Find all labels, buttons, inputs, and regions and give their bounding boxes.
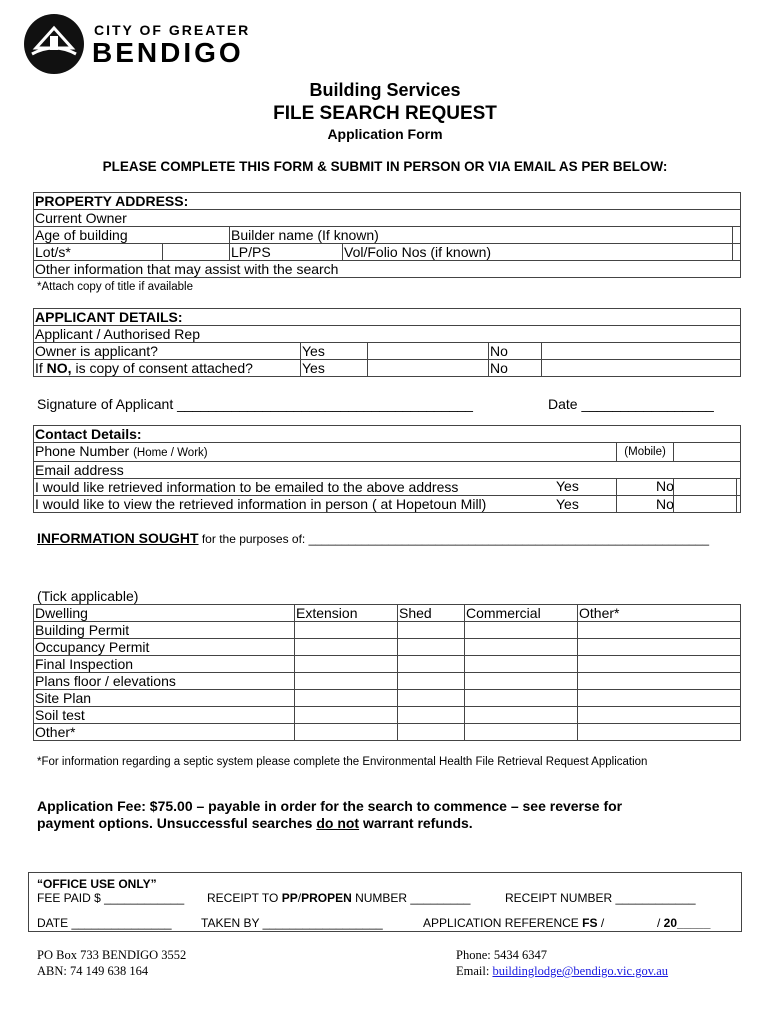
footer-email-link[interactable]: buildinglodge@bendigo.vic.gov.au bbox=[492, 964, 669, 978]
inperson-yes-text: Yes bbox=[556, 496, 579, 512]
info-cell[interactable] bbox=[578, 690, 741, 707]
year-field[interactable]: / 20_____ bbox=[657, 916, 711, 930]
app-reference-field[interactable]: APPLICATION REFERENCE FS / bbox=[423, 916, 605, 930]
info-col-header: Shed bbox=[398, 605, 465, 622]
inperson-no-box[interactable] bbox=[737, 496, 741, 513]
lpps-label: LP/PS bbox=[230, 244, 343, 261]
info-col-header: Commercial bbox=[465, 605, 578, 622]
date-line[interactable]: Date _________________ bbox=[548, 396, 714, 412]
consent-no-label: No bbox=[489, 360, 542, 377]
bendigo-logo-icon bbox=[24, 14, 84, 74]
lots-field[interactable] bbox=[163, 244, 230, 261]
info-cell[interactable] bbox=[465, 690, 578, 707]
info-cell[interactable] bbox=[465, 639, 578, 656]
info-col-header: Extension bbox=[295, 605, 398, 622]
info-cell[interactable] bbox=[465, 724, 578, 741]
info-cell[interactable] bbox=[578, 673, 741, 690]
volfolio-label: Vol/Folio Nos (if known) bbox=[343, 244, 733, 261]
owner-applicant-label: Owner is applicant? bbox=[34, 343, 301, 360]
owner-yes-label: Yes bbox=[301, 343, 368, 360]
info-cell[interactable] bbox=[398, 707, 465, 724]
inperson-option-label: I would like to view the retrieved information in person ( at Hopetoun Mill) bbox=[34, 496, 617, 513]
consent-yes-label: Yes bbox=[301, 360, 368, 377]
info-cell[interactable] bbox=[398, 639, 465, 656]
inperson-no-label bbox=[674, 496, 737, 513]
info-cell[interactable] bbox=[295, 707, 398, 724]
property-heading: PROPERTY ADDRESS: bbox=[34, 193, 741, 210]
info-table bbox=[33, 604, 741, 741]
info-sought-heading: INFORMATION SOUGHT bbox=[37, 530, 199, 546]
info-cell[interactable] bbox=[578, 656, 741, 673]
info-cell[interactable] bbox=[398, 622, 465, 639]
office-date-field[interactable]: DATE _______________ bbox=[37, 916, 172, 930]
footer-abn: ABN: 74 149 638 164 bbox=[37, 964, 149, 978]
info-cell[interactable] bbox=[465, 622, 578, 639]
info-cell[interactable] bbox=[578, 724, 741, 741]
receipt-number-field[interactable]: RECEIPT NUMBER ____________ bbox=[505, 891, 696, 905]
inperson-no-text: No bbox=[656, 496, 674, 512]
info-cell[interactable] bbox=[578, 622, 741, 639]
title-file-search: FILE SEARCH REQUEST bbox=[273, 103, 497, 124]
owner-yes-box[interactable] bbox=[368, 343, 489, 360]
mobile-field[interactable] bbox=[674, 443, 741, 462]
info-row-label: Site Plan bbox=[34, 690, 295, 707]
info-purpose-line[interactable]: for the purposes of: ____________________________________________________________ bbox=[198, 532, 710, 546]
info-sought-line bbox=[37, 530, 709, 546]
consent-yes-box[interactable] bbox=[368, 360, 489, 377]
info-cell[interactable] bbox=[295, 690, 398, 707]
volfolio-field[interactable] bbox=[733, 244, 741, 261]
applicant-rep-field[interactable]: Applicant / Authorised Rep bbox=[34, 326, 741, 343]
office-use-title: “OFFICE USE ONLY” bbox=[37, 877, 157, 891]
title-application-form: Application Form bbox=[327, 126, 443, 142]
info-row-label: Dwelling bbox=[34, 605, 295, 622]
emailed-no-box[interactable] bbox=[737, 479, 741, 496]
property-table bbox=[33, 192, 741, 278]
owner-no-box[interactable] bbox=[542, 343, 741, 360]
info-cell[interactable] bbox=[295, 724, 398, 741]
fee-line-2: payment options. Unsuccessful searches do not warrant refunds. bbox=[37, 815, 473, 831]
info-cell[interactable] bbox=[398, 673, 465, 690]
taken-by-field[interactable]: TAKEN BY __________________ bbox=[201, 916, 383, 930]
info-row-label: Occupancy Permit bbox=[34, 639, 295, 656]
age-of-building-field[interactable]: Age of building bbox=[34, 227, 230, 244]
info-row-label: Soil test bbox=[34, 707, 295, 724]
footer-po-box: PO Box 733 BENDIGO 3552 bbox=[37, 948, 187, 962]
info-cell[interactable] bbox=[295, 656, 398, 673]
phone-label[interactable]: Phone Number (Home / Work) bbox=[34, 443, 617, 462]
logo-text-top: CITY OF GREATER bbox=[94, 22, 251, 38]
attach-title-note: *Attach copy of title if available bbox=[37, 281, 193, 293]
footer-email-line: Email: buildinglodge@bendigo.vic.gov.au bbox=[456, 964, 669, 978]
contact-heading: Contact Details: bbox=[34, 426, 741, 443]
consent-no-box[interactable] bbox=[542, 360, 741, 377]
emailed-option-label: I would like retrieved information to be emailed to the above address bbox=[34, 479, 617, 496]
title-building-services: Building Services bbox=[309, 80, 461, 100]
info-cell[interactable] bbox=[578, 707, 741, 724]
owner-no-label: No bbox=[489, 343, 542, 360]
info-cell[interactable] bbox=[398, 690, 465, 707]
fee-line-1: Application Fee: $75.00 – payable in order for the search to commence – see reverse for bbox=[37, 798, 623, 814]
info-row-label: Building Permit bbox=[34, 622, 295, 639]
info-cell[interactable] bbox=[465, 656, 578, 673]
lots-label: Lot/s* bbox=[34, 244, 163, 261]
applicant-heading: APPLICANT DETAILS: bbox=[34, 309, 741, 326]
footer-phone: Phone: 5434 6347 bbox=[456, 948, 547, 962]
tick-applicable-label: (Tick applicable) bbox=[37, 588, 139, 604]
receipt-to-field[interactable]: RECEIPT TO PP/PROPEN NUMBER _________ bbox=[207, 891, 471, 905]
emailed-no-text: No bbox=[656, 478, 674, 494]
septic-note: *For information regarding a septic system please complete the Environmental Health File Retrieval Request Application bbox=[37, 756, 648, 768]
builder-name-label: Builder name (If known) bbox=[230, 227, 733, 244]
info-cell[interactable] bbox=[465, 707, 578, 724]
info-cell[interactable] bbox=[295, 622, 398, 639]
info-cell[interactable] bbox=[578, 639, 741, 656]
emailed-yes-text: Yes bbox=[556, 478, 579, 494]
info-cell[interactable] bbox=[465, 673, 578, 690]
signature-line[interactable]: Signature of Applicant ______________________________________ bbox=[37, 396, 473, 412]
contact-table bbox=[33, 425, 741, 513]
current-owner-field[interactable]: Current Owner bbox=[34, 210, 741, 227]
applicant-table bbox=[33, 308, 741, 377]
email-address-field[interactable]: Email address bbox=[34, 462, 741, 479]
info-row-label: Other* bbox=[34, 724, 295, 741]
consent-label: If NO, is copy of consent attached? bbox=[34, 360, 301, 377]
mobile-label: (Mobile) bbox=[616, 443, 673, 462]
info-cell[interactable] bbox=[295, 639, 398, 656]
logo-text-main: BENDIGO bbox=[92, 37, 244, 68]
info-row-label: Final Inspection bbox=[34, 656, 295, 673]
builder-name-field[interactable] bbox=[733, 227, 741, 244]
info-row-label: Plans floor / elevations bbox=[34, 673, 295, 690]
instruction-text: PLEASE COMPLETE THIS FORM & SUBMIT IN PERSON OR VIA EMAIL AS PER BELOW: bbox=[102, 159, 668, 174]
info-cell[interactable] bbox=[398, 724, 465, 741]
office-use-box bbox=[28, 872, 742, 932]
other-info-field[interactable]: Other information that may assist with the search bbox=[34, 261, 741, 278]
emailed-no-label bbox=[674, 479, 737, 496]
info-cell[interactable] bbox=[398, 656, 465, 673]
fee-paid-field[interactable]: FEE PAID $ ____________ bbox=[37, 891, 185, 905]
info-cell[interactable] bbox=[295, 673, 398, 690]
info-col-header: Other* bbox=[578, 605, 741, 622]
